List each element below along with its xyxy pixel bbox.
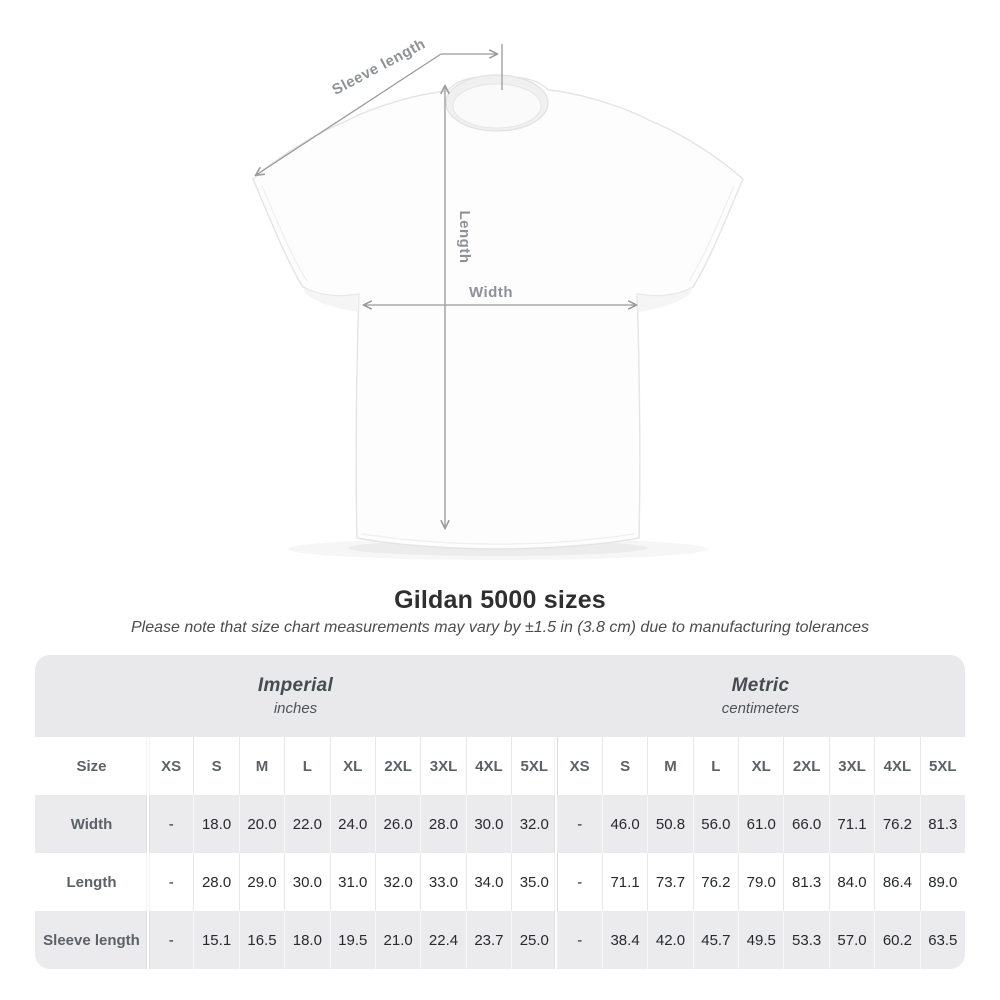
value-cell: 29.0 bbox=[239, 853, 284, 911]
value-cell: 30.0 bbox=[284, 853, 329, 911]
imperial-label: Imperial bbox=[257, 675, 334, 696]
size-header: 3XL bbox=[420, 737, 465, 795]
value-cell: 20.0 bbox=[239, 795, 284, 853]
value-cell: 76.2 bbox=[874, 795, 919, 853]
value-cell: 18.0 bbox=[193, 795, 238, 853]
value-cell: 35.0 bbox=[511, 853, 556, 911]
size-header: XS bbox=[148, 737, 193, 795]
size-header-row bbox=[35, 737, 965, 795]
size-header: XL bbox=[330, 737, 375, 795]
imperial-header bbox=[35, 655, 556, 737]
value-cell: 34.0 bbox=[466, 853, 511, 911]
value-cell: 66.0 bbox=[783, 795, 828, 853]
row-label: Sleeve length bbox=[43, 931, 140, 949]
value-cell: 56.0 bbox=[693, 795, 738, 853]
value-cell: 38.4 bbox=[602, 911, 647, 969]
value-cell: 76.2 bbox=[693, 853, 738, 911]
value-cell: 22.0 bbox=[284, 795, 329, 853]
size-header: M bbox=[647, 737, 692, 795]
size-table bbox=[35, 655, 965, 969]
imperial-sublabel: inches bbox=[273, 700, 318, 717]
value-cell: 73.7 bbox=[647, 853, 692, 911]
tolerance-note: Please note that size chart measurements may vary by ±1.5 in (3.8 cm) due to manufacturing tolerances bbox=[130, 619, 870, 636]
tshirt-graphic bbox=[253, 75, 743, 549]
value-cell: 25.0 bbox=[511, 911, 556, 969]
value-cell: 71.1 bbox=[602, 853, 647, 911]
size-header: 5XL bbox=[511, 737, 556, 795]
value-cell: 24.0 bbox=[330, 795, 375, 853]
size-header: L bbox=[693, 737, 738, 795]
value-cell: - bbox=[148, 911, 193, 969]
size-header: 2XL bbox=[375, 737, 420, 795]
value-cell: 18.0 bbox=[284, 911, 329, 969]
size-header: 4XL bbox=[874, 737, 919, 795]
value-cell: 42.0 bbox=[647, 911, 692, 969]
value-cell: 86.4 bbox=[874, 853, 919, 911]
size-header: 2XL bbox=[783, 737, 828, 795]
value-cell: 63.5 bbox=[920, 911, 965, 969]
imperial-metric-separator bbox=[555, 737, 557, 969]
value-cell: 49.5 bbox=[738, 911, 783, 969]
sleeve-length-label: Sleeve length bbox=[329, 35, 429, 99]
metric-sublabel: centimeters bbox=[721, 700, 800, 717]
width-label: Width bbox=[468, 284, 514, 301]
value-cell: 60.2 bbox=[874, 911, 919, 969]
value-cell: 21.0 bbox=[375, 911, 420, 969]
size-header: S bbox=[602, 737, 647, 795]
page-title: Gildan 5000 sizes bbox=[394, 586, 606, 614]
row-label: Width bbox=[70, 815, 113, 833]
value-cell: 32.0 bbox=[511, 795, 556, 853]
value-cell: 53.3 bbox=[783, 911, 828, 969]
size-header: L bbox=[284, 737, 329, 795]
size-header: M bbox=[239, 737, 284, 795]
value-cell: 46.0 bbox=[602, 795, 647, 853]
value-cell: 19.5 bbox=[330, 911, 375, 969]
size-header: 4XL bbox=[466, 737, 511, 795]
value-cell: 23.7 bbox=[466, 911, 511, 969]
value-cell: 15.1 bbox=[193, 911, 238, 969]
value-cell: 71.1 bbox=[829, 795, 874, 853]
value-cell: 33.0 bbox=[420, 853, 465, 911]
value-cell: 81.3 bbox=[783, 853, 828, 911]
value-cell: - bbox=[557, 911, 602, 969]
value-cell: 45.7 bbox=[693, 911, 738, 969]
value-cell: 32.0 bbox=[375, 853, 420, 911]
value-cell: 22.4 bbox=[420, 911, 465, 969]
length-label: Length bbox=[456, 210, 473, 264]
value-cell: - bbox=[148, 795, 193, 853]
value-cell: 16.5 bbox=[239, 911, 284, 969]
value-cell: 28.0 bbox=[193, 853, 238, 911]
size-header: S bbox=[193, 737, 238, 795]
size-header: XL bbox=[738, 737, 783, 795]
metric-label: Metric bbox=[731, 675, 790, 696]
size-column-header: Size bbox=[76, 757, 107, 775]
value-cell: 26.0 bbox=[375, 795, 420, 853]
value-cell: - bbox=[148, 853, 193, 911]
table-row-width bbox=[35, 795, 965, 853]
metric-header bbox=[556, 655, 965, 737]
value-cell: 84.0 bbox=[829, 853, 874, 911]
size-header: 5XL bbox=[920, 737, 965, 795]
label-column-separator bbox=[147, 737, 149, 969]
size-header: 3XL bbox=[829, 737, 874, 795]
value-cell: - bbox=[557, 795, 602, 853]
table-row-sleeve-length bbox=[35, 911, 965, 969]
value-cell: 50.8 bbox=[647, 795, 692, 853]
value-cell: 61.0 bbox=[738, 795, 783, 853]
value-cell: 79.0 bbox=[738, 853, 783, 911]
value-cell: 28.0 bbox=[420, 795, 465, 853]
unit-header-band bbox=[35, 655, 965, 737]
value-cell: 89.0 bbox=[920, 853, 965, 911]
value-cell: 31.0 bbox=[330, 853, 375, 911]
size-header: XS bbox=[557, 737, 602, 795]
row-label: Length bbox=[66, 873, 117, 891]
value-cell: - bbox=[557, 853, 602, 911]
value-cell: 30.0 bbox=[466, 795, 511, 853]
table-row-length bbox=[35, 853, 965, 911]
value-cell: 57.0 bbox=[829, 911, 874, 969]
value-cell: 81.3 bbox=[920, 795, 965, 853]
